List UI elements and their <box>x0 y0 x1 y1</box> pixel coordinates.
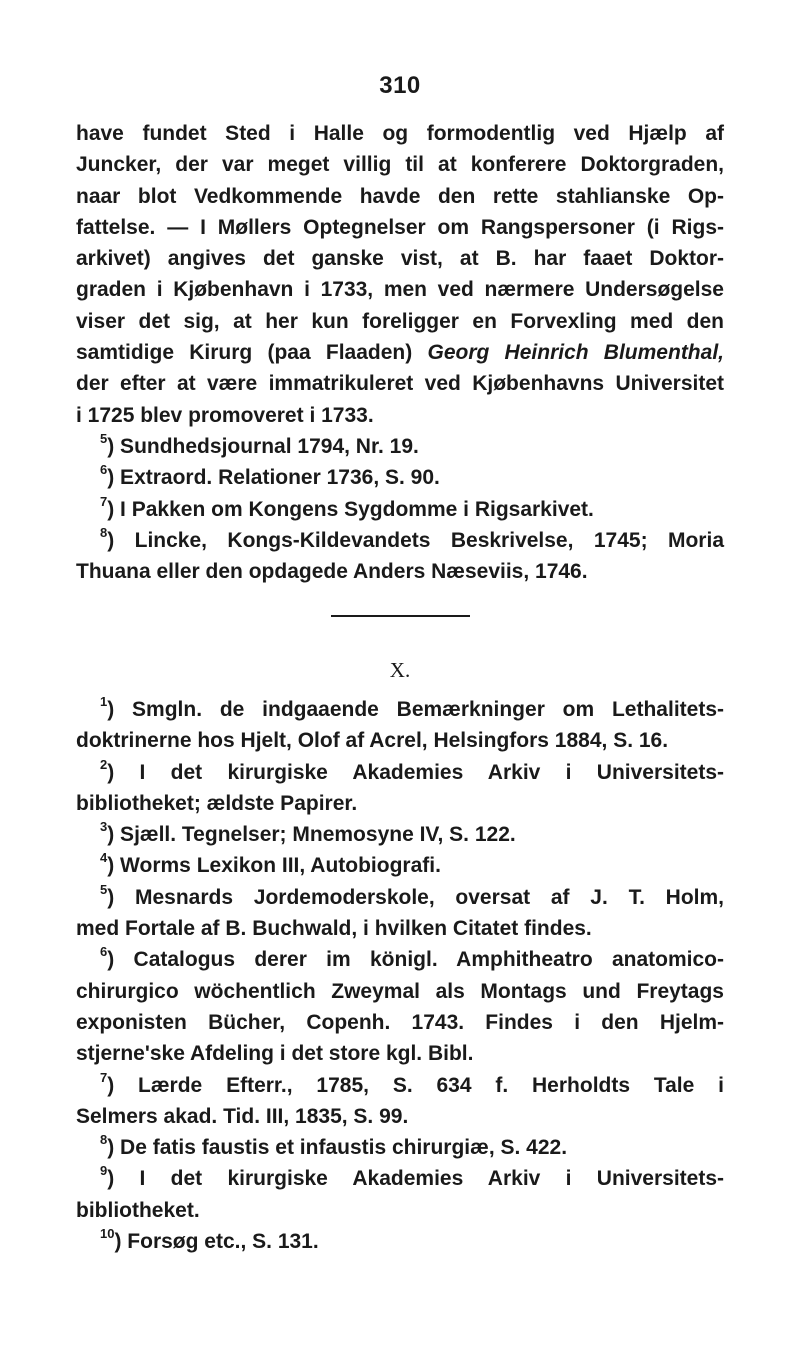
footnote-mark: 5 <box>100 881 108 897</box>
footnote-continuation: bibliotheket. <box>76 1198 200 1222</box>
footnote <box>76 431 724 462</box>
footnote-text: ) Lærde Efterr., 1785, S. 634 f. Herholdts Tale i <box>107 1073 724 1097</box>
footnote <box>76 757 724 788</box>
footnote-continuation: chirurgico wöchentlich Zweymal als Montags und Freytags <box>76 979 724 1003</box>
footnote-text: ) I det kirurgiske Akademies Arkiv i Universitets- <box>107 760 724 784</box>
footnote-mark: 7 <box>100 1069 108 1085</box>
footnote-text: ) Lincke, Kongs-Kildevandets Beskrivelse, 1745; Moria <box>107 528 724 552</box>
section-divider <box>331 615 470 617</box>
section-heading: X. <box>389 658 411 682</box>
footnote-mark: 4 <box>100 850 108 866</box>
body-line: graden i Kjøbenhavn i 1733, men ved nærmere Undersøgelse <box>76 278 724 302</box>
footnote-mark: 7 <box>100 493 108 509</box>
footnote <box>76 525 724 556</box>
body-line: arkivet) angives det ganske vist, at B. har faaet Doktor- <box>76 247 724 271</box>
footnote-mark: 6 <box>100 462 108 478</box>
footnote-continuation: bibliotheket; ældste Papirer. <box>76 791 358 815</box>
footnote-text: ) Worms Lexikon III, Autobiografi. <box>107 854 441 878</box>
body-line: Juncker, der var meget villig til at konferere Doktorgraden, <box>76 153 724 177</box>
footnote <box>76 694 724 725</box>
body-line: i 1725 blev promoveret i 1733. <box>76 403 374 427</box>
body-line: viser det sig, at her kun foreligger en Forvexling med den <box>76 309 724 333</box>
footnote <box>76 494 724 525</box>
footnote-continuation: stjerne'ske Afdeling i det store kgl. Bibl. <box>76 1042 474 1066</box>
body-line <box>76 337 724 368</box>
footnote-mark: 8 <box>100 524 108 540</box>
top-text-block <box>76 118 724 587</box>
footnote-mark: 5 <box>100 430 108 446</box>
person-name: Georg Heinrich Blumenthal, <box>427 341 724 365</box>
footnote-mark: 9 <box>100 1163 108 1179</box>
footnote-continuation: med Fortale af B. Buchwald, i hvilken Citatet findes. <box>76 917 592 941</box>
footnote <box>76 1132 724 1163</box>
footnote-continuation: Selmers akad. Tid. III, 1835, S. 99. <box>76 1104 409 1128</box>
footnote-mark: 3 <box>100 819 108 835</box>
footnote <box>76 1226 724 1257</box>
footnote-text: ) Sundhedsjournal 1794, Nr. 19. <box>107 434 419 458</box>
body-line: have fundet Sted i Halle og formodentlig ved Hjælp af <box>76 122 724 145</box>
bottom-footnotes-block <box>76 694 724 1257</box>
body-text: samtidige Kirurg (paa Flaaden) <box>76 341 428 365</box>
footnote-continuation: exponisten Bücher, Copenh. 1743. Findes i den Hjelm- <box>76 1010 724 1034</box>
footnote-mark: 6 <box>100 944 108 960</box>
footnote-text: ) Forsøg etc., S. 131. <box>114 1230 319 1254</box>
footnote-text: ) De fatis faustis et infaustis chirurgiæ, S. 422. <box>107 1136 568 1160</box>
footnote-text: ) I det kirurgiske Akademies Arkiv i Universitets- <box>107 1167 724 1191</box>
footnote-text: ) Smgln. de indgaaende Bemærkninger om Lethalitets- <box>107 698 724 721</box>
page-number: 310 <box>379 72 421 99</box>
footnote-mark: 10 <box>100 1226 115 1242</box>
footnote-text: ) I Pakken om Kongens Sygdomme i Rigsarkivet. <box>107 497 594 521</box>
footnote-continuation: doktrinerne hos Hjelt, Olof af Acrel, Helsingfors 1884, S. 16. <box>76 729 669 753</box>
footnote <box>76 462 724 493</box>
footnote-text: ) Catalogus derer im königl. Amphitheatro anatomico- <box>107 948 724 972</box>
footnote-mark: 2 <box>100 756 108 772</box>
footnote-mark: 1 <box>100 694 108 709</box>
footnote-text: ) Extraord. Relationer 1736, S. 90. <box>107 466 440 490</box>
footnote <box>76 882 724 913</box>
footnote <box>76 850 724 881</box>
footnote-text: ) Sjæll. Tegnelser; Mnemosyne IV, S. 122. <box>107 823 516 847</box>
footnote <box>76 819 724 850</box>
body-line: der efter at være immatrikuleret ved Kjøbenhavns Universitet <box>76 372 724 396</box>
body-line: naar blot Vedkommende havde den rette stahlianske Op- <box>76 184 724 208</box>
footnote-mark: 8 <box>100 1132 108 1148</box>
footnote <box>76 1163 724 1194</box>
footnote <box>76 1070 724 1101</box>
footnote-continuation: Thuana eller den opdagede Anders Næseviis, 1746. <box>76 560 588 584</box>
body-line: fattelse. — I Møllers Optegnelser om Rangspersoner (i Rigs- <box>76 215 724 239</box>
footnote <box>76 944 724 975</box>
footnote-text: ) Mesnards Jordemoderskole, oversat af J. T. Holm, <box>107 885 724 909</box>
